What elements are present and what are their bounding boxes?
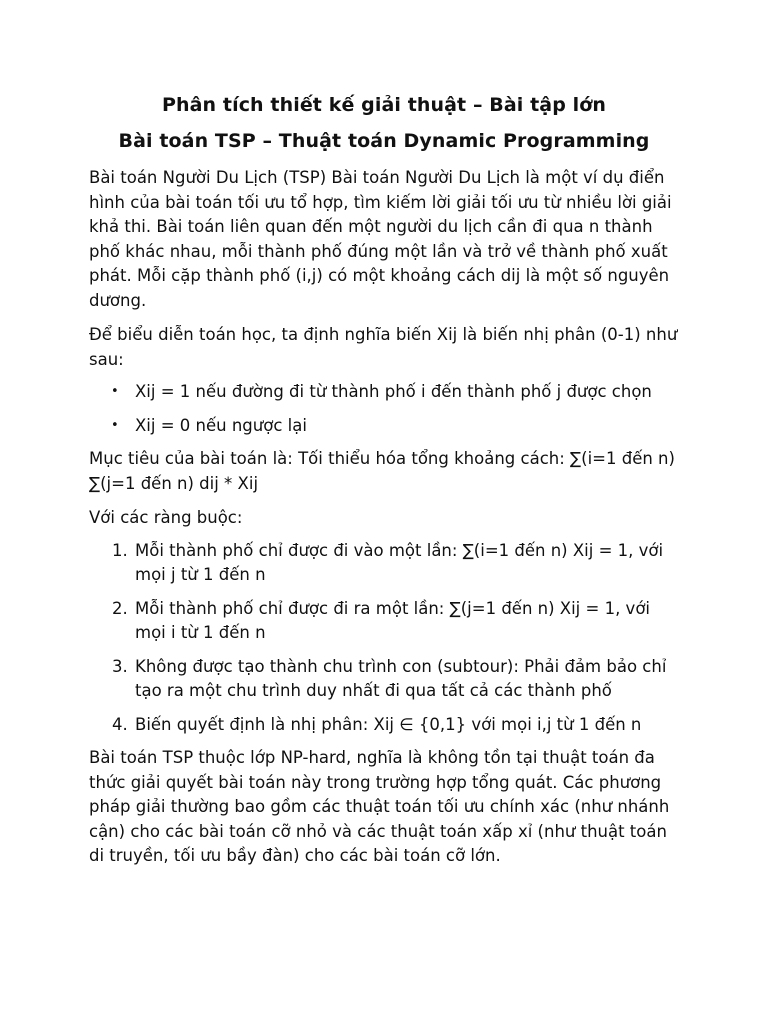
list-item bbox=[89, 380, 679, 405]
list-number: 1. bbox=[112, 540, 128, 560]
bullet-marker: • bbox=[111, 417, 119, 433]
list-item-text: Không được tạo thành chu trình con (subtour): Phải đảm bảo chỉ tạo ra một chu trình duy nhất đi qua tất cả các thành phố bbox=[135, 656, 667, 700]
list-item-text: Xij = 0 nếu ngược lại bbox=[135, 415, 307, 435]
list-item bbox=[89, 655, 679, 704]
document-title: Phân tích thiết kế giải thuật – Bài tập lớn bbox=[161, 94, 607, 116]
bullet-marker: • bbox=[111, 384, 119, 399]
list-item bbox=[89, 713, 679, 738]
list-item-text: Biến quyết định là nhị phân: Xij ∈ {0,1} với mọi i,j từ 1 đến n bbox=[135, 714, 642, 734]
list-item bbox=[89, 597, 679, 646]
list-item-text: Mỗi thành phố chỉ được đi vào một lần: ∑(i=1 đến n) Xij = 1, với mọi j từ 1 đến n bbox=[135, 540, 664, 584]
document-page bbox=[89, 88, 679, 869]
list-number: 4. bbox=[112, 714, 128, 734]
conclusion-paragraph: Bài toán TSP thuộc lớp NP-hard, nghĩa là không tồn tại thuật toán đa thức giải quyết bài toán này trong trường hợp tổng quát. Các phương pháp giải thường bao gồm các thuật toán tối ưu chính xác (như nhánh cận) cho các bài toán cỡ nhỏ và các thuật toán xấp xỉ (như thuật toán di truyền, tối ưu bầy đàn) cho các bài toán cỡ lớn. bbox=[89, 748, 670, 865]
list-item bbox=[89, 539, 679, 588]
list-item bbox=[89, 414, 679, 439]
document-subtitle: Bài toán TSP – Thuật toán Dynamic Programming bbox=[118, 130, 650, 152]
list-number: 2. bbox=[112, 598, 128, 618]
list-item-text: Xij = 1 nếu đường đi từ thành phố i đến thành phố j được chọn bbox=[135, 382, 652, 401]
constraints-intro: Với các ràng buộc: bbox=[89, 508, 243, 527]
variable-definition-list bbox=[89, 380, 679, 438]
list-item-text: Mỗi thành phố chỉ được đi ra một lần: ∑(j=1 đến n) Xij = 1, với mọi i từ 1 đến n bbox=[135, 598, 651, 642]
objective-paragraph: Mục tiêu của bài toán là: Tối thiểu hóa tổng khoảng cách: ∑(i=1 đến n) ∑(j=1 đến n) dij * Xij bbox=[89, 449, 675, 493]
constraints-list bbox=[89, 539, 679, 738]
intro-paragraph: Bài toán Người Du Lịch (TSP) Bài toán Người Du Lịch là một ví dụ điển hình của bài toán tối ưu tổ hợp, tìm kiếm lời giải tối ưu từ nhiều lời giải khả thi. Bài toán liên quan đến một người du lịch cần đi qua n thành phố khác nhau, mỗi thành phố đúng một lần và trở về thành phố xuất phát. Mỗi cặp thành phố (i,j) có một khoảng cách dij là một số nguyên dương. bbox=[89, 168, 672, 310]
definition-paragraph: Để biểu diễn toán học, ta định nghĩa biến Xij là biến nhị phân (0-1) như sau: bbox=[89, 325, 678, 369]
list-number: 3. bbox=[112, 656, 128, 676]
